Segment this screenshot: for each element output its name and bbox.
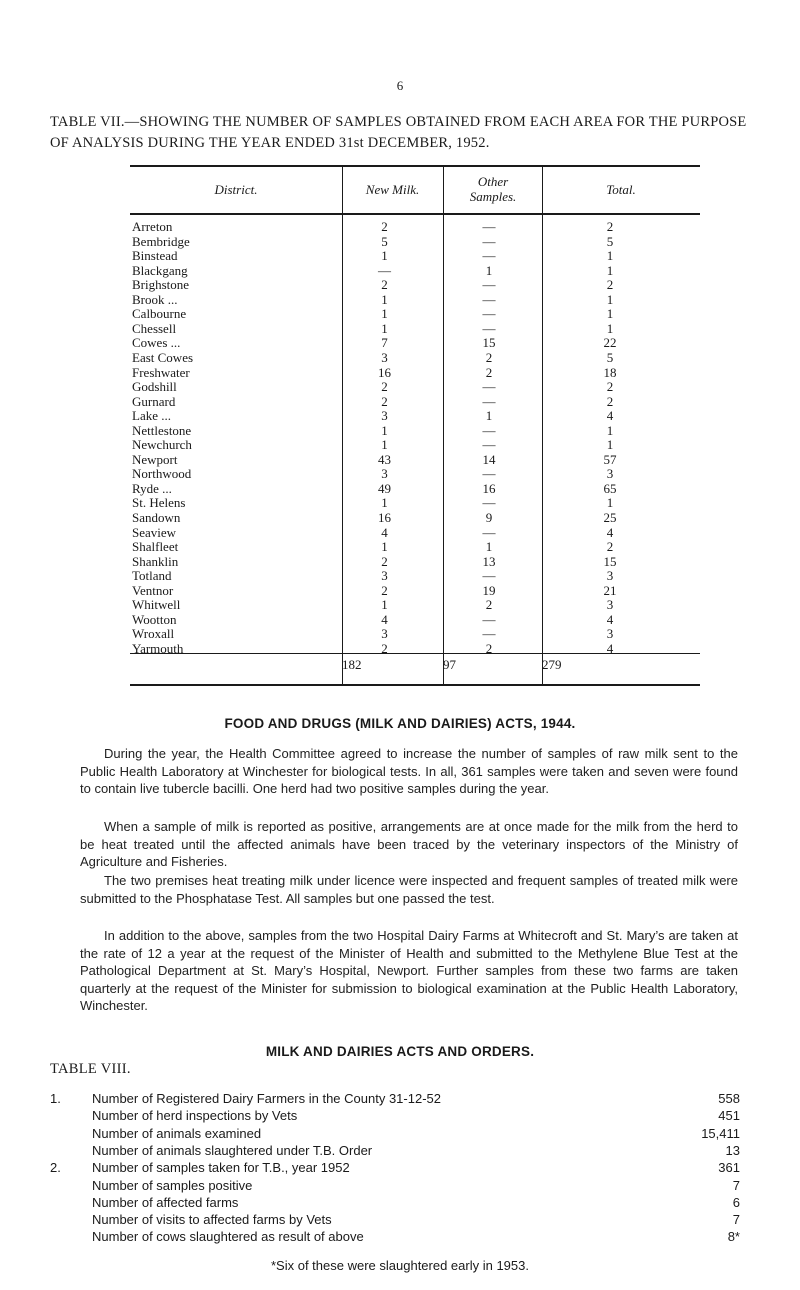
- header-district: District.: [214, 182, 258, 197]
- district-name: Chessell: [132, 320, 177, 336]
- new-milk-cell: 2: [381, 640, 388, 656]
- paragraph-1: During the year, the Health Committee agreed to increase the number of samples of raw milk sent to the Public Health Laboratory at Winchester for biological tests. In all, 361 samples were taken and seven were found to contain live tubercle bacilli. One herd had two positive samples during the year.: [80, 746, 738, 796]
- district-name: Totland: [132, 568, 172, 584]
- total-cell: 1: [606, 437, 614, 453]
- district-name: Ryde ...: [132, 480, 172, 496]
- district-name: Sandown: [132, 510, 181, 525]
- total-cell: 1: [606, 306, 614, 322]
- list-item: [50, 1107, 740, 1124]
- other-samples-cell: 19: [482, 582, 496, 598]
- other-samples-cell: 15: [482, 335, 496, 351]
- paragraph-2: When a sample of milk is reported as positive, arrangements are at once made for the milk from the herd to be heat treated until the affected animals have been traced by the veterinary inspectors of the Ministry of Agriculture and Fisheries.: [80, 819, 738, 869]
- new-milk-cell: 3: [381, 626, 388, 642]
- item-label: Number of animals examined: [92, 1125, 262, 1141]
- list-item: [50, 1228, 740, 1245]
- item-value: 7: [732, 1212, 740, 1228]
- other-samples-cell: —: [482, 611, 496, 627]
- district-name: St. Helens: [132, 495, 186, 511]
- new-milk-cell: 3: [381, 349, 388, 365]
- header-other-samples: Other Samples.: [469, 174, 517, 204]
- item-label: Number of Registered Dairy Farmers in the County 31-12-52: [92, 1091, 441, 1106]
- district-cell: [132, 641, 332, 658]
- other-samples-cell: —: [482, 437, 496, 453]
- item-value: 8*: [727, 1229, 740, 1245]
- new-milk-cell: 16: [378, 510, 391, 525]
- new-milk-cell: 2: [381, 379, 388, 395]
- new-milk-cell: 1: [381, 495, 388, 511]
- other-samples-cell: 2: [485, 597, 493, 613]
- other-samples-cell: —: [482, 422, 496, 438]
- new-milk-cell: 1: [381, 437, 388, 453]
- other-samples-cell: —: [482, 306, 496, 322]
- total-cell: 18: [603, 364, 617, 380]
- total-cell: 65: [603, 480, 617, 496]
- district-name: Binstead: [132, 248, 178, 264]
- other-samples-cell: 2: [485, 349, 493, 365]
- total-cell: 1: [606, 495, 614, 511]
- new-milk-cell: 7: [381, 335, 388, 351]
- other-samples-cell: 14: [482, 451, 496, 467]
- other-samples-cell: 16: [482, 480, 496, 496]
- item-number: 2.: [50, 1160, 61, 1176]
- district-name: Godshill: [132, 379, 177, 395]
- total-cell: 4: [606, 524, 614, 540]
- district-name: Blackgang: [132, 262, 188, 278]
- paragraph-4: In addition to the above, samples from the two Hospital Dairy Farms at Whitecroft and St. Mary’s are taken at the rate of 12 a year at the request of the Minister of Health and submitted to the Methylene Blue Test at the Pathological Department at St. Mary’s Hospital, Newport. Further samples from these two farms are taken quarterly at the request of the Minister for submission to biological examination at the Public Health Laboratory, Winchester.: [80, 928, 738, 1013]
- district-name: Northwood: [132, 466, 192, 482]
- total-cell: 25: [603, 510, 617, 525]
- other-samples-cell: —: [482, 568, 496, 584]
- new-milk-cell: 1: [381, 597, 388, 613]
- food-drugs-heading: FOOD AND DRUGS (MILK AND DAIRIES) ACTS, 1944.: [224, 716, 576, 731]
- total-cell: 5: [606, 233, 614, 249]
- total-cell: 21: [603, 582, 617, 598]
- item-label: Number of cows slaughtered as result of above: [92, 1229, 364, 1245]
- list-item: [50, 1194, 740, 1211]
- total-cell: 4: [606, 611, 614, 627]
- new-milk-cell: 1: [381, 248, 388, 264]
- new-milk-cell: 2: [381, 393, 388, 409]
- total-cell: 22: [603, 335, 617, 351]
- total-cell: 2: [606, 277, 614, 293]
- total-cell: 2: [606, 379, 614, 395]
- district-name: Freshwater: [132, 364, 190, 380]
- district-name: Cowes ...: [132, 335, 181, 351]
- total-cell: 5: [606, 349, 614, 365]
- footnote: *Six of these were slaughtered early in 1953.: [271, 1258, 529, 1273]
- other-samples-cell: —: [482, 291, 496, 307]
- total-cell: 2: [606, 393, 614, 409]
- item-number: 1.: [50, 1091, 61, 1106]
- list-item: [50, 1177, 740, 1194]
- total-cell: 3: [606, 626, 614, 642]
- district-name: Shalfleet: [132, 539, 179, 555]
- list-item: [50, 1090, 740, 1107]
- other-samples-cell: 1: [485, 408, 493, 424]
- new-milk-cell: 4: [381, 611, 388, 627]
- district-name: Newchurch: [132, 437, 192, 453]
- district-name: Ventnor: [132, 582, 174, 598]
- page-number: 6: [396, 78, 404, 93]
- total-cell: 3: [606, 597, 614, 613]
- other-samples-cell: 9: [485, 510, 493, 525]
- table-vii-title: TABLE VII.—SHOWING THE NUMBER OF SAMPLES OBTAINED FROM EACH AREA FOR THE PURPOSE OF ANALYSIS DURING THE YEAR ENDED 31st DECEMBER, 1952.: [50, 114, 747, 151]
- district-name: Newport: [132, 451, 178, 467]
- item-label: Number of affected farms: [92, 1194, 239, 1210]
- total-cell: 2: [606, 539, 614, 555]
- other-samples-cell: —: [482, 495, 496, 511]
- table-row: [130, 641, 700, 658]
- other-samples-cell: —: [482, 320, 496, 336]
- item-value: 15,411: [701, 1125, 740, 1141]
- total-cell: 4: [606, 640, 614, 656]
- item-value: 13: [725, 1142, 740, 1158]
- new-milk-cell: 1: [381, 291, 388, 307]
- district-name: Wootton: [132, 611, 177, 627]
- district-name: Shanklin: [132, 553, 179, 569]
- total-cell: 2: [606, 219, 614, 234]
- other-samples-cell: 2: [485, 640, 493, 656]
- total-new-milk: 182: [342, 657, 362, 672]
- district-name: Brook ...: [132, 291, 178, 307]
- milk-dairies-heading: MILK AND DAIRIES ACTS AND ORDERS.: [265, 1044, 535, 1059]
- total-cell: 1: [606, 262, 614, 278]
- other-samples-cell: —: [482, 379, 496, 395]
- other-samples-cell: —: [482, 219, 496, 234]
- new-milk-cell: 2: [381, 553, 388, 569]
- item-value: 558: [718, 1091, 740, 1106]
- district-name: Whitwell: [132, 597, 181, 613]
- new-milk-cell: 2: [381, 277, 388, 293]
- new-milk-cell: 3: [381, 408, 388, 424]
- other-samples-cell: —: [482, 524, 496, 540]
- item-label: Number of animals slaughtered under T.B. Order: [92, 1142, 373, 1158]
- district-name: Nettlestone: [132, 422, 192, 438]
- table-viii-label: TABLE VIII.: [50, 1061, 131, 1077]
- district-name: Calbourne: [132, 306, 187, 322]
- total-cell: 57: [603, 451, 617, 467]
- item-value: 7: [732, 1177, 740, 1193]
- new-milk-cell: 5: [381, 233, 388, 249]
- list-item: [50, 1142, 740, 1159]
- district-name: Lake ...: [132, 408, 171, 424]
- district-name: Yarmouth: [132, 640, 184, 656]
- other-samples-cell: —: [482, 248, 496, 264]
- new-milk-cell: 1: [381, 306, 388, 322]
- item-value: 6: [732, 1194, 740, 1210]
- list-item: [50, 1125, 740, 1142]
- grand-total: 279: [542, 657, 562, 672]
- new-milk-cell: 43: [378, 451, 391, 467]
- district-name: Gurnard: [132, 393, 176, 409]
- new-milk-cell: 49: [378, 480, 391, 496]
- item-label: Number of samples positive: [92, 1177, 253, 1193]
- header-new-milk: New Milk.: [365, 182, 420, 197]
- list-item: [50, 1211, 740, 1228]
- item-label: Number of herd inspections by Vets: [92, 1108, 298, 1124]
- total-cell: 3: [606, 466, 614, 482]
- district-name: East Cowes: [132, 349, 194, 365]
- total-cell: 3: [606, 568, 614, 584]
- item-value: 451: [718, 1108, 740, 1124]
- total-cell: 15: [603, 553, 617, 569]
- item-value: 361: [718, 1160, 740, 1176]
- item-label: Number of samples taken for T.B., year 1952: [92, 1160, 350, 1176]
- other-samples-cell: 13: [482, 553, 496, 569]
- new-milk-cell: 3: [381, 568, 388, 584]
- total-cell: 1: [606, 291, 614, 307]
- other-samples-cell: —: [482, 626, 496, 642]
- new-milk-cell: 4: [381, 524, 388, 540]
- other-samples-cell: 1: [485, 262, 493, 278]
- other-samples-cell: —: [482, 393, 496, 409]
- new-milk-cell: 1: [381, 539, 388, 555]
- district-name: Arreton: [132, 219, 173, 234]
- new-milk-cell: 16: [378, 364, 391, 380]
- item-label: Number of visits to affected farms by Vets: [92, 1212, 332, 1228]
- total-cell: 1: [606, 248, 614, 264]
- district-name: Brighstone: [132, 277, 190, 293]
- new-milk-cell: 1: [381, 422, 388, 438]
- other-samples-cell: —: [482, 466, 496, 482]
- new-milk-cell: —: [378, 262, 391, 278]
- district-name: Seaview: [132, 524, 177, 540]
- new-milk-cell: 1: [381, 320, 388, 336]
- district-name: Wroxall: [132, 626, 175, 642]
- total-cell: 1: [606, 320, 614, 336]
- header-total: Total.: [606, 182, 636, 197]
- other-samples-cell: —: [482, 233, 496, 249]
- paragraph-3: The two premises heat treating milk under licence were inspected and frequent samples of treated milk were submitted to the Phosphatase Test. All samples but one passed the test.: [80, 873, 738, 906]
- total-other-samples: 97: [443, 657, 456, 672]
- total-cell: 1: [606, 422, 614, 438]
- other-samples-cell: 2: [485, 364, 493, 380]
- new-milk-cell: 2: [381, 219, 388, 234]
- other-samples-cell: —: [482, 277, 496, 293]
- new-milk-cell: 2: [381, 582, 388, 598]
- other-samples-cell: 1: [485, 539, 493, 555]
- list-item: [50, 1159, 740, 1176]
- total-cell: 4: [606, 408, 614, 424]
- new-milk-cell: 3: [381, 466, 388, 482]
- district-name: Bembridge: [132, 233, 190, 249]
